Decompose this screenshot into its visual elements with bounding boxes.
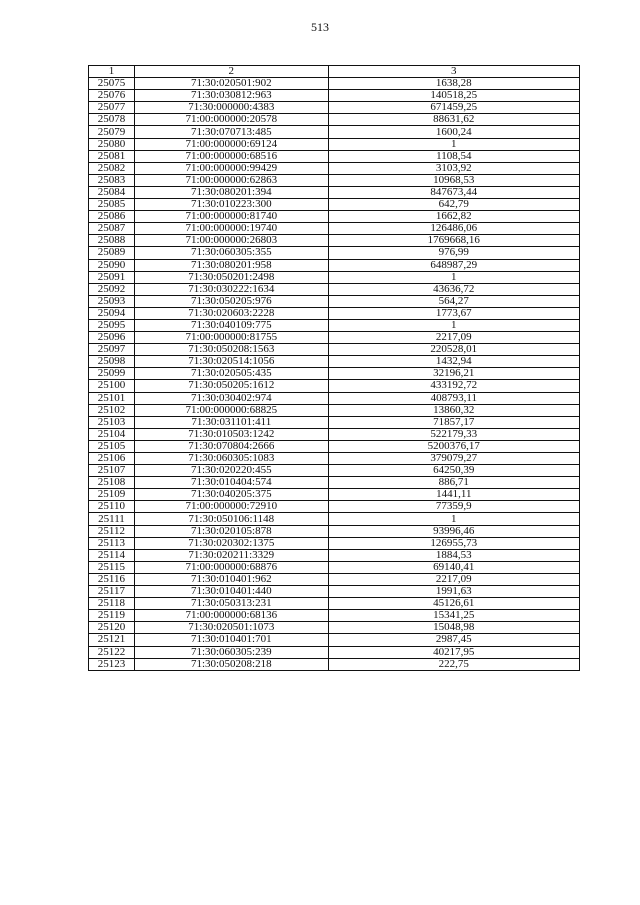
row-number-cell: 25087 bbox=[89, 223, 135, 235]
row-number-cell: 25104 bbox=[89, 428, 135, 440]
value-cell: 1662,82 bbox=[328, 211, 579, 223]
cadastral-number-cell: 71:30:010401:440 bbox=[134, 586, 328, 598]
table-row bbox=[89, 489, 580, 501]
table-row bbox=[89, 598, 580, 610]
cadastral-number-cell: 71:30:010401:701 bbox=[134, 634, 328, 646]
row-number-cell: 25094 bbox=[89, 307, 135, 319]
row-number-cell: 25118 bbox=[89, 598, 135, 610]
table-row bbox=[89, 501, 580, 513]
table-row bbox=[89, 392, 580, 404]
cadastral-number-cell: 71:30:040205:375 bbox=[134, 489, 328, 501]
row-number-cell: 25115 bbox=[89, 561, 135, 573]
row-number-cell: 25082 bbox=[89, 162, 135, 174]
cadastral-number-cell: 71:30:020211:3329 bbox=[134, 549, 328, 561]
data-table bbox=[88, 65, 580, 671]
table-row bbox=[89, 368, 580, 380]
table-row bbox=[89, 453, 580, 465]
table-row bbox=[89, 658, 580, 670]
value-cell: 10968,53 bbox=[328, 174, 579, 186]
row-number-cell: 25106 bbox=[89, 453, 135, 465]
value-cell: 1600,24 bbox=[328, 126, 579, 138]
row-number-cell: 25078 bbox=[89, 114, 135, 126]
value-cell: 71857,17 bbox=[328, 416, 579, 428]
page-number: 513 bbox=[311, 20, 329, 34]
cadastral-number-cell: 71:00:000000:62863 bbox=[134, 174, 328, 186]
row-number-cell: 25110 bbox=[89, 501, 135, 513]
cadastral-number-cell: 71:30:031101:411 bbox=[134, 416, 328, 428]
value-cell: 564,27 bbox=[328, 295, 579, 307]
row-number-cell: 25096 bbox=[89, 332, 135, 344]
value-cell: 433192,72 bbox=[328, 380, 579, 392]
row-number-cell: 25095 bbox=[89, 319, 135, 331]
cadastral-number-cell: 71:00:000000:81755 bbox=[134, 332, 328, 344]
value-cell: 40217,95 bbox=[328, 646, 579, 658]
table-row bbox=[89, 247, 580, 259]
row-number-cell: 25119 bbox=[89, 610, 135, 622]
cadastral-number-cell: 71:00:000000:20578 bbox=[134, 114, 328, 126]
cadastral-number-cell: 71:30:060305:355 bbox=[134, 247, 328, 259]
table-row bbox=[89, 416, 580, 428]
table-row bbox=[89, 646, 580, 658]
value-cell: 379079,27 bbox=[328, 453, 579, 465]
table-row bbox=[89, 223, 580, 235]
value-cell: 976,99 bbox=[328, 247, 579, 259]
value-cell: 408793,11 bbox=[328, 392, 579, 404]
cadastral-number-cell: 71:30:030222:1634 bbox=[134, 283, 328, 295]
cadastral-number-cell: 71:30:010401:962 bbox=[134, 573, 328, 585]
row-number-cell: 25090 bbox=[89, 259, 135, 271]
row-number-cell: 25102 bbox=[89, 404, 135, 416]
value-cell: 2217,09 bbox=[328, 573, 579, 585]
cadastral-number-cell: 71:30:020514:1056 bbox=[134, 356, 328, 368]
table-row bbox=[89, 186, 580, 198]
cadastral-number-cell: 71:30:050106:1148 bbox=[134, 513, 328, 525]
cadastral-number-cell: 71:00:000000:68876 bbox=[134, 561, 328, 573]
row-number-cell: 25099 bbox=[89, 368, 135, 380]
table-row bbox=[89, 586, 580, 598]
value-cell: 64250,39 bbox=[328, 465, 579, 477]
cadastral-number-cell: 71:00:000000:81740 bbox=[134, 211, 328, 223]
cadastral-number-cell: 71:30:020302:1375 bbox=[134, 537, 328, 549]
table-row bbox=[89, 610, 580, 622]
row-number-cell: 25100 bbox=[89, 380, 135, 392]
row-number-cell: 25103 bbox=[89, 416, 135, 428]
table-row bbox=[89, 271, 580, 283]
cadastral-number-cell: 71:00:000000:26803 bbox=[134, 235, 328, 247]
row-number-cell: 25114 bbox=[89, 549, 135, 561]
column-header-2: 2 bbox=[134, 66, 328, 78]
value-cell: 1773,67 bbox=[328, 307, 579, 319]
table-row bbox=[89, 199, 580, 211]
table-row bbox=[89, 513, 580, 525]
row-number-cell: 25088 bbox=[89, 235, 135, 247]
row-number-cell: 25077 bbox=[89, 102, 135, 114]
cadastral-number-cell: 71:00:000000:99429 bbox=[134, 162, 328, 174]
row-number-cell: 25084 bbox=[89, 186, 135, 198]
table-row bbox=[89, 549, 580, 561]
table-row bbox=[89, 102, 580, 114]
value-cell: 69140,41 bbox=[328, 561, 579, 573]
cadastral-number-cell: 71:30:070804:2666 bbox=[134, 440, 328, 452]
cadastral-number-cell: 71:30:040109:775 bbox=[134, 319, 328, 331]
value-cell: 15341,25 bbox=[328, 610, 579, 622]
table-row bbox=[89, 404, 580, 416]
row-number-cell: 25091 bbox=[89, 271, 135, 283]
cadastral-number-cell: 71:00:000000:72910 bbox=[134, 501, 328, 513]
table-row bbox=[89, 332, 580, 344]
row-number-cell: 25086 bbox=[89, 211, 135, 223]
row-number-cell: 25107 bbox=[89, 465, 135, 477]
cadastral-number-cell: 71:00:000000:68825 bbox=[134, 404, 328, 416]
table-row bbox=[89, 307, 580, 319]
value-cell: 15048,98 bbox=[328, 622, 579, 634]
value-cell: 1432,94 bbox=[328, 356, 579, 368]
row-number-cell: 25116 bbox=[89, 573, 135, 585]
cadastral-number-cell: 71:30:030402:974 bbox=[134, 392, 328, 404]
table-row bbox=[89, 344, 580, 356]
row-number-cell: 25075 bbox=[89, 78, 135, 90]
value-cell: 522179,33 bbox=[328, 428, 579, 440]
value-cell: 126486,06 bbox=[328, 223, 579, 235]
row-number-cell: 25079 bbox=[89, 126, 135, 138]
table-row bbox=[89, 622, 580, 634]
table-body bbox=[89, 78, 580, 671]
table-row bbox=[89, 295, 580, 307]
table-row bbox=[89, 561, 580, 573]
table-row bbox=[89, 537, 580, 549]
value-cell: 671459,25 bbox=[328, 102, 579, 114]
table-row bbox=[89, 634, 580, 646]
value-cell: 648987,29 bbox=[328, 259, 579, 271]
row-number-cell: 25112 bbox=[89, 525, 135, 537]
row-number-cell: 25083 bbox=[89, 174, 135, 186]
table-row bbox=[89, 90, 580, 102]
cadastral-number-cell: 71:30:030812:963 bbox=[134, 90, 328, 102]
table-row bbox=[89, 211, 580, 223]
value-cell: 847673,44 bbox=[328, 186, 579, 198]
value-cell: 13860,32 bbox=[328, 404, 579, 416]
column-header-1: 1 bbox=[89, 66, 135, 78]
table-row bbox=[89, 114, 580, 126]
value-cell: 140518,25 bbox=[328, 90, 579, 102]
value-cell: 886,71 bbox=[328, 477, 579, 489]
row-number-cell: 25093 bbox=[89, 295, 135, 307]
table-header-row bbox=[89, 66, 580, 78]
row-number-cell: 25105 bbox=[89, 440, 135, 452]
cadastral-number-cell: 71:30:060305:1083 bbox=[134, 453, 328, 465]
table-row bbox=[89, 174, 580, 186]
cadastral-number-cell: 71:30:020501:902 bbox=[134, 78, 328, 90]
table-row bbox=[89, 162, 580, 174]
table-row bbox=[89, 525, 580, 537]
cadastral-number-cell: 71:30:080201:394 bbox=[134, 186, 328, 198]
value-cell: 1441,11 bbox=[328, 489, 579, 501]
value-cell: 3103,92 bbox=[328, 162, 579, 174]
table-row bbox=[89, 259, 580, 271]
row-number-cell: 25089 bbox=[89, 247, 135, 259]
cadastral-number-cell: 71:30:050205:976 bbox=[134, 295, 328, 307]
cadastral-number-cell: 71:30:050208:218 bbox=[134, 658, 328, 670]
table-row bbox=[89, 440, 580, 452]
cadastral-number-cell: 71:30:020220:455 bbox=[134, 465, 328, 477]
row-number-cell: 25113 bbox=[89, 537, 135, 549]
cadastral-number-cell: 71:00:000000:19740 bbox=[134, 223, 328, 235]
row-number-cell: 25121 bbox=[89, 634, 135, 646]
row-number-cell: 25080 bbox=[89, 138, 135, 150]
value-cell: 5200376,17 bbox=[328, 440, 579, 452]
cadastral-number-cell: 71:30:000000:4383 bbox=[134, 102, 328, 114]
value-cell: 1769668,16 bbox=[328, 235, 579, 247]
cadastral-number-cell: 71:30:020603:2228 bbox=[134, 307, 328, 319]
value-cell: 1 bbox=[328, 513, 579, 525]
value-cell: 77359,9 bbox=[328, 501, 579, 513]
row-number-cell: 25076 bbox=[89, 90, 135, 102]
row-number-cell: 25117 bbox=[89, 586, 135, 598]
row-number-cell: 25081 bbox=[89, 150, 135, 162]
table-row bbox=[89, 477, 580, 489]
cadastral-number-cell: 71:30:060305:239 bbox=[134, 646, 328, 658]
table-row bbox=[89, 356, 580, 368]
cadastral-number-cell: 71:30:050205:1612 bbox=[134, 380, 328, 392]
row-number-cell: 25120 bbox=[89, 622, 135, 634]
cadastral-number-cell: 71:30:020501:1073 bbox=[134, 622, 328, 634]
cadastral-number-cell: 71:30:020105:878 bbox=[134, 525, 328, 537]
value-cell: 2217,09 bbox=[328, 332, 579, 344]
table-row bbox=[89, 465, 580, 477]
table-row bbox=[89, 126, 580, 138]
table-row bbox=[89, 235, 580, 247]
value-cell: 32196,21 bbox=[328, 368, 579, 380]
cadastral-number-cell: 71:30:070713:485 bbox=[134, 126, 328, 138]
row-number-cell: 25111 bbox=[89, 513, 135, 525]
column-header-3: 3 bbox=[328, 66, 579, 78]
table-row bbox=[89, 78, 580, 90]
value-cell: 126955,73 bbox=[328, 537, 579, 549]
value-cell: 1108,54 bbox=[328, 150, 579, 162]
value-cell: 222,75 bbox=[328, 658, 579, 670]
cadastral-number-cell: 71:30:050208:1563 bbox=[134, 344, 328, 356]
row-number-cell: 25085 bbox=[89, 199, 135, 211]
cadastral-number-cell: 71:00:000000:68516 bbox=[134, 150, 328, 162]
value-cell: 1884,53 bbox=[328, 549, 579, 561]
value-cell: 45126,61 bbox=[328, 598, 579, 610]
value-cell: 1638,28 bbox=[328, 78, 579, 90]
table-row bbox=[89, 380, 580, 392]
table-row bbox=[89, 138, 580, 150]
value-cell: 88631,62 bbox=[328, 114, 579, 126]
value-cell: 1 bbox=[328, 271, 579, 283]
table-row bbox=[89, 283, 580, 295]
row-number-cell: 25097 bbox=[89, 344, 135, 356]
cadastral-number-cell: 71:30:010404:574 bbox=[134, 477, 328, 489]
value-cell: 93996,46 bbox=[328, 525, 579, 537]
table-row bbox=[89, 150, 580, 162]
row-number-cell: 25108 bbox=[89, 477, 135, 489]
cadastral-number-cell: 71:30:020505:435 bbox=[134, 368, 328, 380]
cadastral-number-cell: 71:30:010503:1242 bbox=[134, 428, 328, 440]
table-row bbox=[89, 428, 580, 440]
row-number-cell: 25092 bbox=[89, 283, 135, 295]
value-cell: 43636,72 bbox=[328, 283, 579, 295]
row-number-cell: 25101 bbox=[89, 392, 135, 404]
row-number-cell: 25123 bbox=[89, 658, 135, 670]
cadastral-number-cell: 71:00:000000:69124 bbox=[134, 138, 328, 150]
row-number-cell: 25109 bbox=[89, 489, 135, 501]
row-number-cell: 25098 bbox=[89, 356, 135, 368]
table-row bbox=[89, 319, 580, 331]
value-cell: 642,79 bbox=[328, 199, 579, 211]
cadastral-number-cell: 71:30:050313:231 bbox=[134, 598, 328, 610]
cadastral-number-cell: 71:30:050201:2498 bbox=[134, 271, 328, 283]
value-cell: 1 bbox=[328, 319, 579, 331]
cadastral-number-cell: 71:30:080201:958 bbox=[134, 259, 328, 271]
cadastral-number-cell: 71:00:000000:68136 bbox=[134, 610, 328, 622]
value-cell: 1991,63 bbox=[328, 586, 579, 598]
value-cell: 2987,45 bbox=[328, 634, 579, 646]
cadastral-number-cell: 71:30:010223:300 bbox=[134, 199, 328, 211]
value-cell: 220528,01 bbox=[328, 344, 579, 356]
table-row bbox=[89, 573, 580, 585]
value-cell: 1 bbox=[328, 138, 579, 150]
row-number-cell: 25122 bbox=[89, 646, 135, 658]
